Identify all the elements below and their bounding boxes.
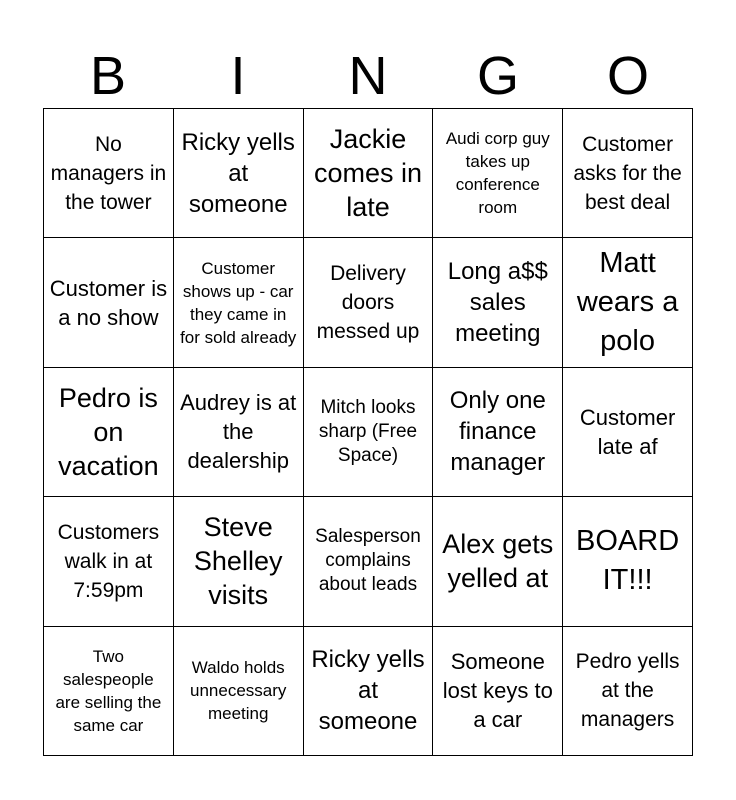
header-letter-g: G bbox=[476, 46, 519, 106]
bingo-cell[interactable] bbox=[563, 109, 693, 238]
cell-text: Matt wears a polo bbox=[576, 247, 679, 358]
cell-text: Only one finance manager bbox=[449, 387, 546, 477]
cell-text: Ricky yells at someone bbox=[311, 646, 425, 736]
cell-text: Audrey is at the dealership bbox=[180, 390, 297, 474]
header-letter-o: O bbox=[606, 46, 649, 106]
bingo-cell[interactable] bbox=[304, 497, 434, 626]
bingo-cell[interactable] bbox=[304, 368, 434, 497]
bingo-cell[interactable] bbox=[304, 627, 434, 756]
bingo-cell[interactable] bbox=[563, 627, 693, 756]
bingo-cell[interactable] bbox=[433, 368, 563, 497]
cell-text: Customer shows up - car they came in for sold already bbox=[180, 258, 297, 347]
cell-text: Pedro is on vacation bbox=[58, 382, 159, 481]
cell-text: Pedro yells at the managers bbox=[575, 650, 680, 732]
cell-text: Delivery doors messed up bbox=[316, 262, 420, 344]
bingo-cell[interactable] bbox=[433, 497, 563, 626]
bingo-header bbox=[43, 44, 693, 108]
bingo-cell[interactable] bbox=[174, 497, 304, 626]
cell-text: Customer is a no show bbox=[49, 275, 168, 330]
cell-text: Customers walk in at 7:59pm bbox=[57, 520, 160, 602]
cell-text: Salesperson complains about leads bbox=[315, 526, 421, 596]
cell-text: Waldo holds unnecessary meeting bbox=[190, 658, 287, 724]
bingo-cell[interactable] bbox=[44, 497, 174, 626]
bingo-cell[interactable] bbox=[563, 238, 693, 367]
cell-text: Long a$$ sales meeting bbox=[447, 258, 548, 348]
bingo-cell[interactable] bbox=[563, 368, 693, 497]
cell-text: Mitch looks sharp (Free Space) bbox=[318, 396, 418, 466]
header-letter-i: I bbox=[230, 46, 246, 106]
bingo-cell[interactable] bbox=[44, 109, 174, 238]
bingo-cell[interactable] bbox=[433, 627, 563, 756]
header-letter-b: B bbox=[89, 46, 127, 106]
cell-text: Ricky yells at someone bbox=[181, 128, 295, 218]
cell-text: Customer late af bbox=[579, 404, 676, 459]
bingo-cell[interactable] bbox=[174, 238, 304, 367]
bingo-cell[interactable] bbox=[44, 238, 174, 367]
cell-text: Audi corp guy takes up conference room bbox=[445, 129, 550, 218]
bingo-cell[interactable] bbox=[563, 497, 693, 626]
cell-text: Customer asks for the best deal bbox=[573, 132, 682, 214]
cell-text: No managers in the tower bbox=[50, 132, 167, 214]
cell-text: Two salespeople are selling the same car bbox=[55, 646, 162, 735]
bingo-cell[interactable] bbox=[44, 368, 174, 497]
bingo-cell[interactable] bbox=[44, 627, 174, 756]
bingo-cell[interactable] bbox=[433, 238, 563, 367]
cell-text: Alex gets yelled at bbox=[442, 529, 554, 594]
bingo-cell[interactable] bbox=[174, 109, 304, 238]
cell-text: Steve Shelley visits bbox=[193, 512, 283, 611]
bingo-cell[interactable] bbox=[304, 109, 434, 238]
bingo-cell[interactable] bbox=[433, 109, 563, 238]
header-letter-n: N bbox=[348, 46, 388, 106]
bingo-cell[interactable] bbox=[174, 368, 304, 497]
cell-text: Jackie comes in late bbox=[313, 124, 423, 223]
bingo-board bbox=[43, 108, 693, 756]
cell-text: BOARD IT!!! bbox=[576, 525, 680, 597]
bingo-cell[interactable] bbox=[304, 238, 434, 367]
bingo-cell[interactable] bbox=[174, 627, 304, 756]
cell-text: Someone lost keys to a car bbox=[442, 649, 553, 733]
